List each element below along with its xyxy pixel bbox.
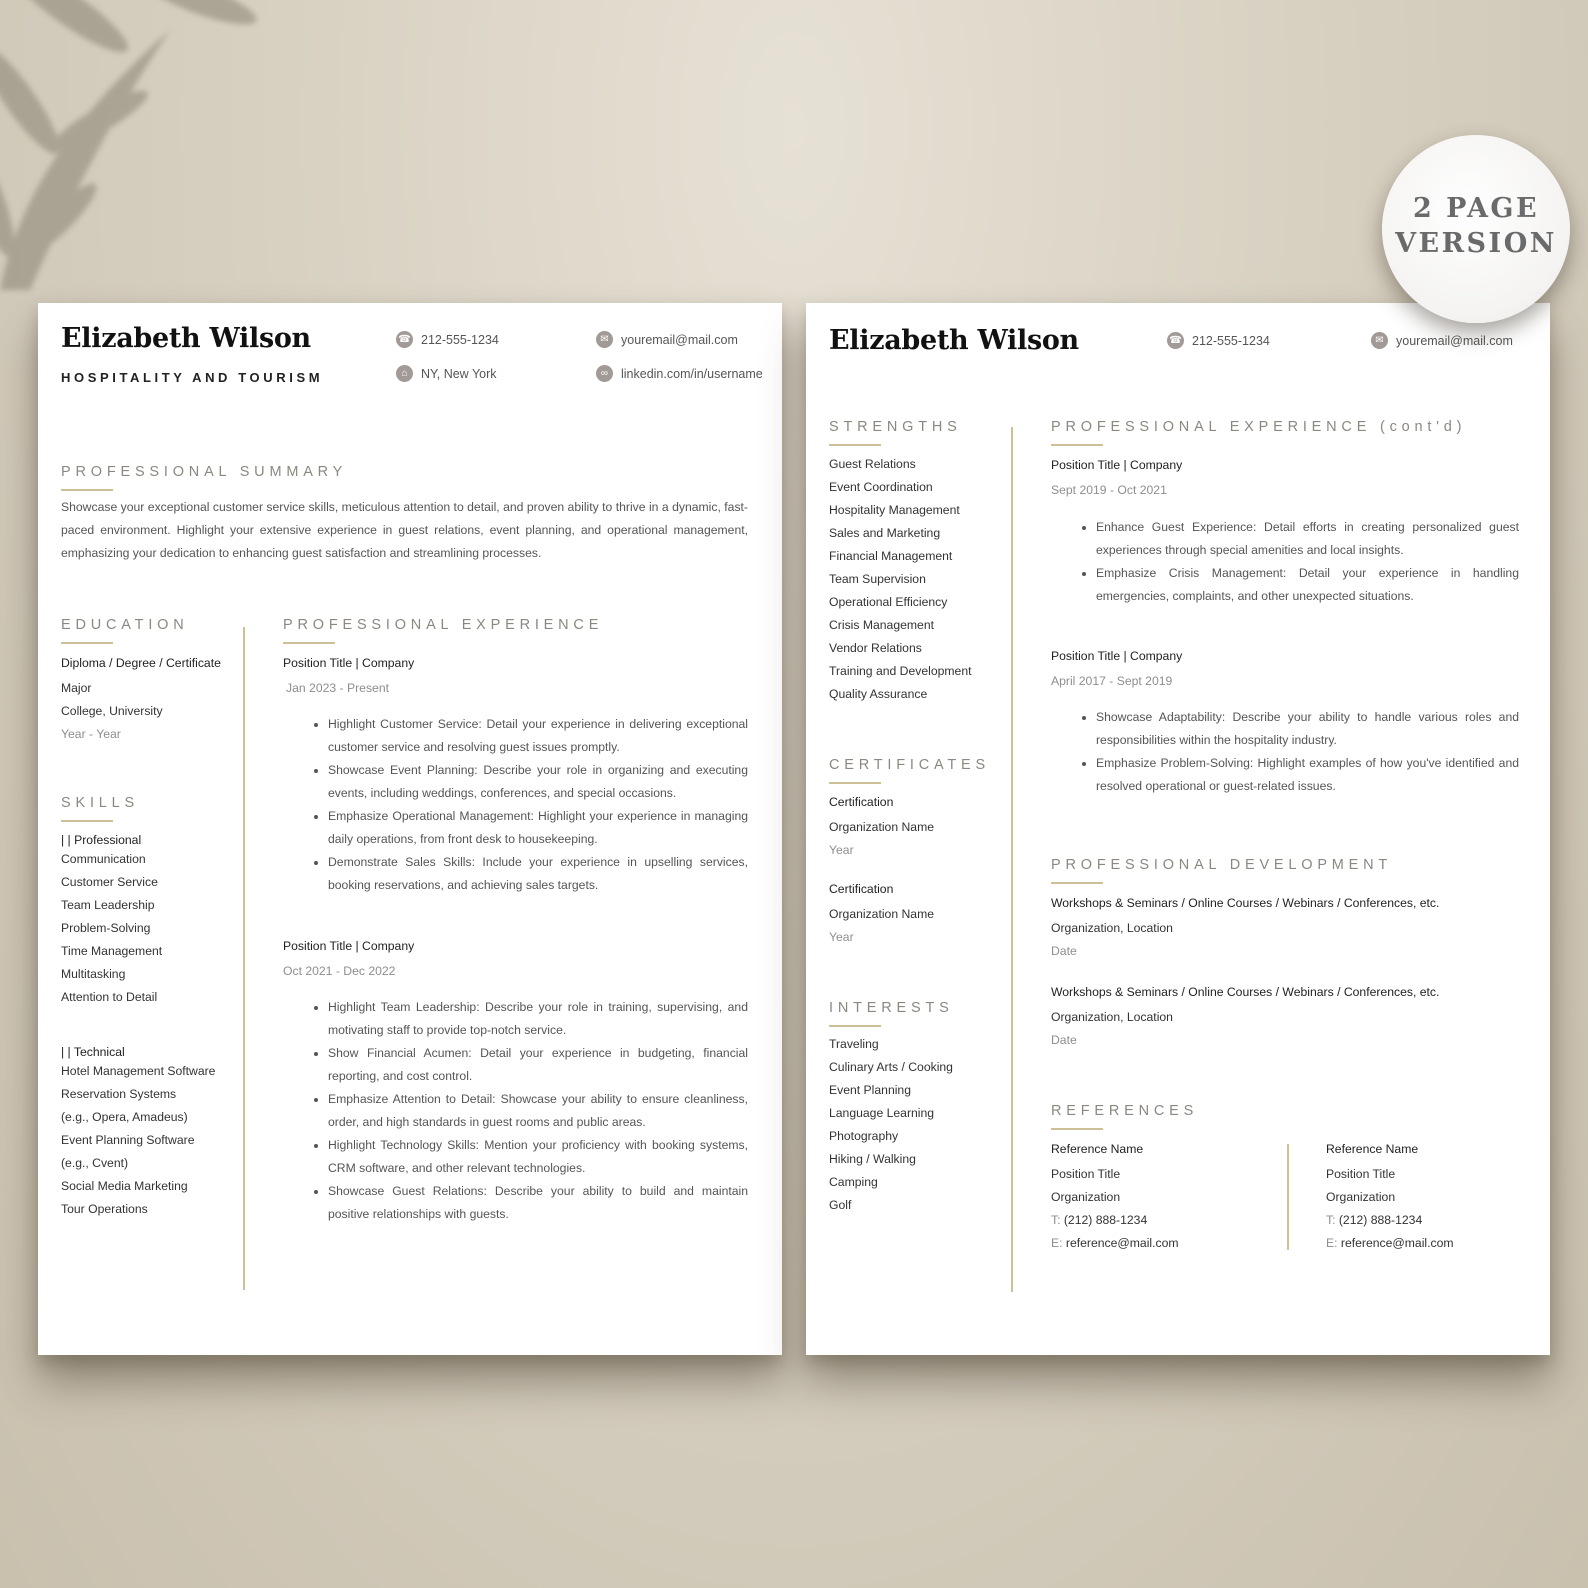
linkedin-contact <box>596 365 763 382</box>
job-position: Position Title | Company <box>1051 649 1183 663</box>
list-item: Crisis Management <box>829 618 934 632</box>
list-item: • Highlight Technology Skills: Mention your proficiency with booking systems, CRM software, and other relevant technologies. <box>328 1134 748 1180</box>
phone-icon: ☎ <box>396 331 413 348</box>
list-item: Vendor Relations <box>829 641 922 655</box>
list-item: Language Learning <box>829 1106 935 1120</box>
phone-icon: ☎ <box>1167 332 1184 349</box>
interests-list <box>829 1033 953 1217</box>
skills-heading: SKILLS <box>61 795 139 811</box>
professional-skills-list <box>61 848 162 1009</box>
development-heading: PROFESSIONAL DEVELOPMENT <box>1051 857 1393 873</box>
certificate-org: Organization Name <box>829 820 934 834</box>
email-text: youremail@mail.com <box>1396 333 1513 348</box>
certificate-year: Year <box>829 843 854 857</box>
list-item: Attention to Detail <box>61 990 158 1004</box>
section-underline <box>1051 1128 1103 1130</box>
reference-name: Reference Name <box>1051 1142 1144 1156</box>
list-item: Guest Relations <box>829 457 916 471</box>
email-icon: ✉ <box>1371 332 1388 349</box>
list-item: • Demonstrate Sales Skills: Include your experience in upselling services, booking reservations, and achieving sales targets. <box>328 851 748 897</box>
job-dates: Oct 2021 - Dec 2022 <box>283 964 396 978</box>
home-icon: ⌂ <box>396 365 413 382</box>
resume-page-1 <box>38 303 782 1355</box>
list-item: Problem-Solving <box>61 921 151 935</box>
list-item: • Showcase Guest Relations: Describe your ability to build and maintain positive relationships with guests. <box>328 1180 748 1226</box>
phone-text: 212-555-1234 <box>421 332 499 347</box>
reference-position: Position Title <box>1326 1167 1396 1181</box>
section-underline <box>61 489 113 491</box>
list-item: Multitasking <box>61 967 126 981</box>
job-position: Position Title | Company <box>1051 458 1183 472</box>
development-name: Workshops & Seminars / Online Courses / Webinars / Conferences, etc. <box>1051 985 1440 999</box>
location-text: NY, New York <box>421 366 497 381</box>
list-item: Reservation Systems <box>61 1087 177 1101</box>
reference-phone: T: (212) 888-1234 <box>1051 1213 1148 1227</box>
development-date: Date <box>1051 1033 1077 1047</box>
list-item: Culinary Arts / Cooking <box>829 1060 953 1074</box>
email-text: youremail@mail.com <box>621 332 738 347</box>
certificates-heading: CERTIFICATES <box>829 757 990 773</box>
job-dates: Sept 2019 - Oct 2021 <box>1051 483 1167 497</box>
reference-org: Organization <box>1051 1190 1121 1204</box>
badge-line-1: 2 PAGE <box>1412 193 1540 224</box>
job-bullets <box>1051 516 1519 608</box>
summary-heading: PROFESSIONAL SUMMARY <box>61 464 348 480</box>
list-item: Team Supervision <box>829 572 926 586</box>
resume-name: Elizabeth Wilson <box>61 323 311 354</box>
link-icon: ∞ <box>596 365 613 382</box>
list-item: Team Leadership <box>61 898 155 912</box>
certificate-year: Year <box>829 930 854 944</box>
email-contact <box>1371 332 1513 349</box>
list-item: • Emphasize Crisis Management: Detail your experience in handling emergencies, complaints, and other unexpected situations. <box>1096 562 1519 608</box>
experience-contd-heading: PROFESSIONAL EXPERIENCE (cont'd) <box>1051 419 1467 435</box>
list-item: Customer Service <box>61 875 158 889</box>
section-underline <box>1051 444 1103 446</box>
job-dates: April 2017 - Sept 2019 <box>1051 674 1173 688</box>
section-underline <box>283 642 335 644</box>
section-underline <box>61 642 113 644</box>
list-item: • Emphasize Operational Management: Highlight your experience in managing daily operations, from front desk to housekeeping. <box>328 805 748 851</box>
phone-text: 212-555-1234 <box>1192 333 1270 348</box>
job-bullets <box>283 996 748 1226</box>
strengths-list <box>829 453 972 706</box>
email-contact <box>596 331 738 348</box>
certificate-org: Organization Name <box>829 907 934 921</box>
education-major: Major <box>61 681 92 695</box>
resume-name: Elizabeth Wilson <box>829 325 1079 356</box>
list-item: Event Coordination <box>829 480 933 494</box>
development-date: Date <box>1051 944 1077 958</box>
list-item: Event Planning <box>829 1083 911 1097</box>
email-icon: ✉ <box>596 331 613 348</box>
education-heading: EDUCATION <box>61 617 189 633</box>
list-item: Social Media Marketing <box>61 1179 188 1193</box>
reference-email: E: reference@mail.com <box>1326 1236 1454 1250</box>
list-item: Event Planning Software <box>61 1133 195 1147</box>
leaf-shadow-decoration <box>0 0 320 290</box>
technical-skills-list <box>61 1060 215 1221</box>
job-bullets <box>283 713 748 897</box>
list-item: (e.g., Cvent) <box>61 1156 129 1170</box>
reference-divider <box>1287 1144 1289 1250</box>
interests-heading: INTERESTS <box>829 1000 954 1016</box>
education-school: College, University <box>61 704 163 718</box>
reference-name: Reference Name <box>1326 1142 1419 1156</box>
development-org: Organization, Location <box>1051 921 1173 935</box>
list-item: Time Management <box>61 944 163 958</box>
list-item: • Enhance Guest Experience: Detail efforts in creating personalized guest experiences through special amenities and local insights. <box>1096 516 1519 562</box>
strengths-heading: STRENGTHS <box>829 419 962 435</box>
list-item: Financial Management <box>829 549 953 563</box>
development-name: Workshops & Seminars / Online Courses / Webinars / Conferences, etc. <box>1051 896 1440 910</box>
education-degree: Diploma / Degree / Certificate <box>61 656 221 670</box>
resume-page-2 <box>806 303 1550 1355</box>
list-item: Camping <box>829 1175 878 1189</box>
reference-org: Organization <box>1326 1190 1396 1204</box>
section-underline <box>61 820 113 822</box>
section-underline <box>829 1025 881 1027</box>
section-underline <box>1051 882 1103 884</box>
certificate-name: Certification <box>829 882 894 896</box>
list-item: Hotel Management Software <box>61 1064 216 1078</box>
job-position: Position Title | Company <box>283 939 415 953</box>
reference-position: Position Title <box>1051 1167 1121 1181</box>
certificate-name: Certification <box>829 795 894 809</box>
list-item: Golf <box>829 1198 852 1212</box>
list-item: • Emphasize Problem-Solving: Highlight examples of how you've identified and resolved operational or guest-related issues. <box>1096 752 1519 798</box>
reference-email: E: reference@mail.com <box>1051 1236 1179 1250</box>
list-item: Sales and Marketing <box>829 526 941 540</box>
professional-skills-label: | | Professional <box>61 833 142 847</box>
section-underline <box>829 782 881 784</box>
job-dates: Jan 2023 - Present <box>286 681 389 695</box>
list-item: • Showcase Adaptability: Describe your ability to handle various roles and responsibilities within the hospitality industry. <box>1096 706 1519 752</box>
section-underline <box>829 444 881 446</box>
reference-phone: T: (212) 888-1234 <box>1326 1213 1423 1227</box>
summary-text: Showcase your exceptional customer service skills, meticulous attention to detail, and proven ability to thrive in a dynamic, fast-paced environment. Highlight your extensive experience in guest relations, event planning, and operational management, emphasizing your dedication to enhancing guest satisfaction and streamlining processes. <box>61 500 748 560</box>
list-item: (e.g., Opera, Amadeus) <box>61 1110 188 1124</box>
list-item: • Highlight Team Leadership: Describe your role in training, supervising, and motivating staff to provide top-notch service. <box>328 996 748 1042</box>
column-divider <box>243 627 245 1290</box>
resume-role: HOSPITALITY AND TOURISM <box>61 370 324 385</box>
list-item: Hiking / Walking <box>829 1152 916 1166</box>
list-item: • Show Financial Acumen: Detail your experience in budgeting, financial reporting, and cost control. <box>328 1042 748 1088</box>
list-item: Hospitality Management <box>829 503 960 517</box>
list-item: Training and Development <box>829 664 972 678</box>
badge-line-2: VERSION <box>1395 228 1557 259</box>
list-item: • Emphasize Attention to Detail: Showcase your ability to ensure cleanliness, order, and high standards in guest rooms and public areas. <box>328 1088 748 1134</box>
column-divider <box>1011 427 1013 1292</box>
two-page-version-badge <box>1382 135 1570 323</box>
list-item: Operational Efficiency <box>829 595 948 609</box>
phone-contact <box>396 331 499 348</box>
job-bullets <box>1051 706 1519 798</box>
list-item: Tour Operations <box>61 1202 148 1216</box>
experience-heading: PROFESSIONAL EXPERIENCE <box>283 617 604 633</box>
list-item: • Showcase Event Planning: Describe your role in organizing and executing events, including weddings, conferences, and special occasions. <box>328 759 748 805</box>
list-item: Quality Assurance <box>829 687 928 701</box>
list-item: • Highlight Customer Service: Detail your experience in delivering exceptional customer service and resolving guest issues promptly. <box>328 713 748 759</box>
development-org: Organization, Location <box>1051 1010 1173 1024</box>
technical-skills-label: | | Technical <box>61 1045 125 1059</box>
list-item: Traveling <box>829 1037 879 1051</box>
references-heading: REFERENCES <box>1051 1103 1199 1119</box>
phone-contact <box>1167 332 1270 349</box>
location-contact <box>396 365 497 382</box>
education-years: Year - Year <box>61 727 121 741</box>
list-item: Communication <box>61 852 146 866</box>
list-item: Photography <box>829 1129 899 1143</box>
job-position: Position Title | Company <box>283 656 415 670</box>
linkedin-text: linkedin.com/in/username <box>621 366 763 381</box>
